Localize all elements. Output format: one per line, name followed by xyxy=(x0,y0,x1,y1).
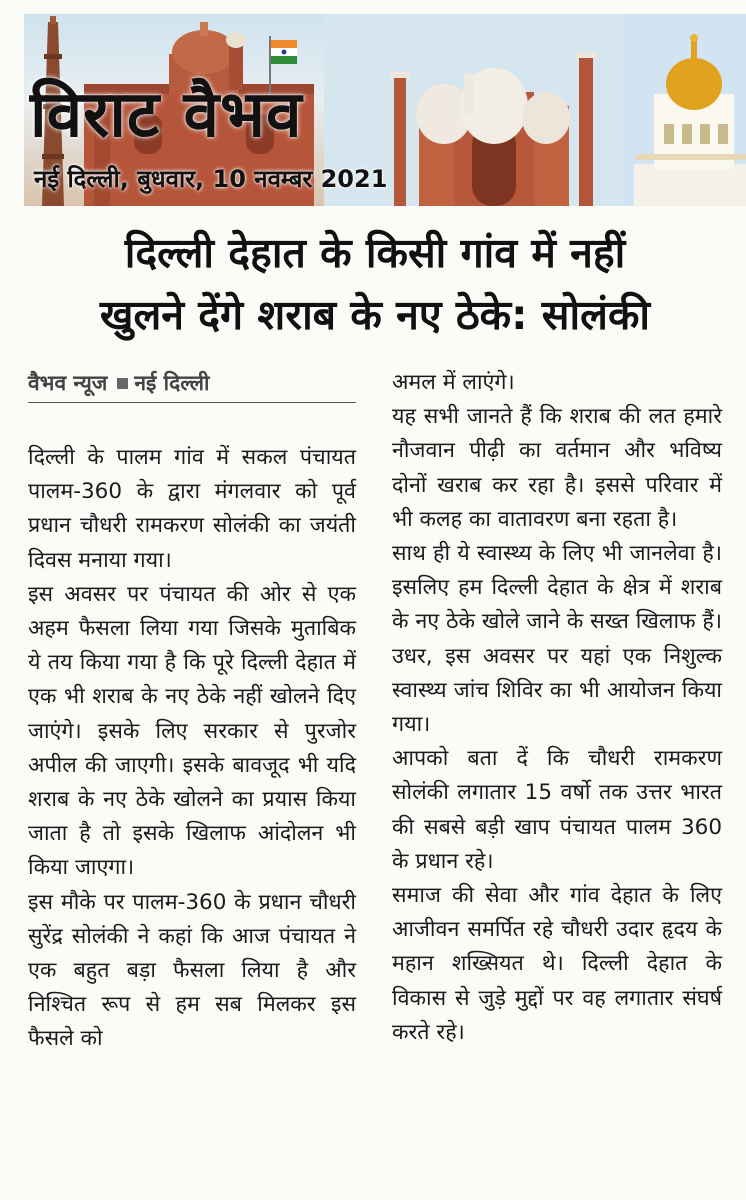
paragraph: आपको बता दें कि चौधरी रामकरण सोलंकी लगातार 15 वर्षो तक उत्तर भारत की सबसे बड़ी खाप पंचायत पालम 360 के प्रधान रहे। xyxy=(392,746,722,874)
paragraph: दिल्ली के पालम गांव में सकल पंचायत पालम-360 के द्वारा मंगलवार को पूर्व प्रधान चौधरी रामकरण सोलंकी का जयंती दिवस मनाया गया। xyxy=(28,445,356,573)
dateline: नई दिल्ली, बुधवार, 10 नवम्बर 2021 xyxy=(34,165,388,193)
byline-place: नई दिल्ली xyxy=(134,371,210,395)
paragraph: अमल में लाएंगे। xyxy=(392,370,515,395)
byline-square-icon xyxy=(117,378,128,389)
article-column-right xyxy=(392,366,722,1050)
article-headline xyxy=(20,222,730,346)
masthead xyxy=(24,14,746,206)
paragraph: समाज की सेवा और गांव देहात के लिए आजीवन समर्पित रहे चौधरी उदार हृदय के महान शख्सियत थे। दिल्ली देहात के विकास से जुड़े मुद्दों पर वह लगातार संघर्ष करते रहे। xyxy=(392,883,722,1045)
paragraph: यह सभी जानते हैं कि शराब की लत हमारे नौजवान पीढ़ी का वर्तमान और भविष्य दोनों खराब कर रहा है। इससे परिवार में भी कलह का वातावरण बना रहता है। xyxy=(392,404,722,532)
headline-line-1: दिल्ली देहात के किसी गांव में नहीं xyxy=(124,229,626,277)
newspaper-name: विराट वैभव xyxy=(30,77,303,152)
paragraph: साथ ही ये स्वास्थ्य के लिए भी जानलेवा है। इसलिए हम दिल्ली देहात के क्षेत्र में शराब के नए ठेके खोले जाने के सख्त खिलाफ हैं। उधर, इस अवसर पर यहां एक निशुल्क स्वास्थ्य जांच शिविर का भी आयोजन किया गया। xyxy=(392,541,722,738)
article-column-left xyxy=(28,366,356,1057)
byline xyxy=(28,366,356,403)
headline-line-2: खुलने देंगे शराब के नए ठेके: सोलंकी xyxy=(99,291,651,339)
gurudwara-icon xyxy=(624,14,746,206)
paragraph: इस अवसर पर पंचायत की ओर से एक अहम फैसला लिया गया जिसके मुताबिक ये तय किया गया है कि पूरे दिल्ली देहात में एक भी शराब के नए ठेके नहीं खोलने दिए जाएंगे। इसके लिए सरकार से पुरजोर अपील की जाएगी। इसके बावजूद भी यदि शराब के नए ठेके खोलने का प्रयास किया जाता है तो इसके खिलाफ आंदोलन भी किया जाएगा। xyxy=(28,581,356,881)
byline-source: वैभव न्यूज xyxy=(28,371,108,395)
paragraph: इस मौके पर पालम-360 के प्रधान चौधरी सुरेंद्र सोलंकी ने कहां कि आज पंचायत ने एक बहुत बड़ा फैसला लिया है और निश्चित रूप से हम सब मिलकर इस फैसले को xyxy=(28,889,356,1052)
